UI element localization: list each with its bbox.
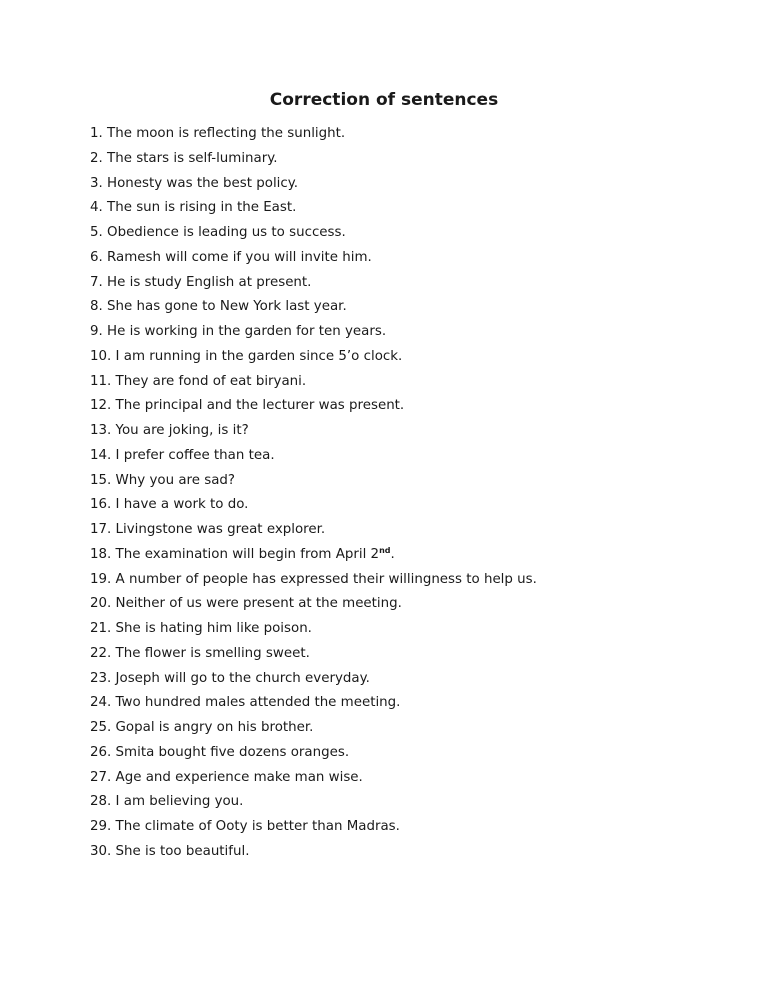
sentence-text: 25. Gopal is angry on his brother. [90,720,314,735]
list-item [90,271,537,296]
sentence-text: 13. You are joking, is it? [90,423,249,438]
list-item [90,196,537,221]
list-item [90,741,537,766]
list-item [90,642,537,667]
sentence-end-period: . [390,546,395,562]
sentence-text: 6. Ramesh will come if you will invite him. [90,249,372,265]
sentence-text: 12. The principal and the lecturer was present. [90,398,405,414]
list-item [90,221,537,246]
list-item [90,370,537,395]
list-item [90,667,537,692]
sentence-text: 17. Livingstone was great explorer. [90,522,326,537]
list-item [90,766,537,791]
list-item [90,716,537,741]
list-item [90,172,537,197]
list-item [90,147,537,172]
list-item [90,840,537,865]
list-item [90,790,537,815]
list-item [90,617,537,642]
sentence-text: 14. I prefer coffee than tea. [90,447,275,463]
ordinal-superscript: nd [379,545,391,555]
sentence-text: 3. Honesty was the best policy. [90,175,299,191]
sentence-text: 23. Joseph will go to the church everyday. [90,670,370,686]
sentence-text: 1. The moon is reflecting the sunlight. [90,126,346,141]
sentence-text: 18. The examination will begin from April 2 [90,546,380,562]
sentence-text: 28. I am believing you. [90,794,244,810]
sentence-text: 8. She has gone to New York last year. [90,299,347,315]
list-item [90,419,537,444]
list-item [90,815,537,840]
list-item [90,691,537,716]
list-item [90,493,537,518]
sentence-text: 9. He is working in the garden for ten years. [90,324,387,339]
list-item [90,444,537,469]
sentence-text: 30. She is too beautiful. [90,843,250,859]
sentence-text: 11. They are fond of eat biryani. [90,373,307,389]
list-item [90,568,537,593]
list-item [90,320,537,345]
sentence-text: 2. The stars is self-luminary. [90,150,278,166]
sentence-text: 4. The sun is rising in the East. [90,200,297,216]
sentence-text: 29. The climate of Ooty is better than Madras. [90,819,400,834]
sentence-list [90,122,537,865]
sentence-text: 24. Two hundred males attended the meeting. [90,695,401,711]
sentence-text: 27. Age and experience make man wise. [90,769,363,785]
list-item [90,543,537,568]
list-item [90,122,537,147]
sentence-text: 16. I have a work to do. [90,497,249,513]
sentence-text: 10. I am running in the garden since 5’o clock. [90,348,403,364]
sentence-text: 19. A number of people has expressed their willingness to help us. [90,571,537,587]
list-item [90,295,537,320]
list-item [90,246,537,271]
page-title: Correction of sentences [269,90,499,110]
sentence-text: 22. The flower is smelling sweet. [90,645,310,661]
list-item [90,345,537,370]
list-item [90,394,537,419]
sentence-text: 26. Smita bought five dozens oranges. [90,744,350,760]
sentence-text: 20. Neither of us were present at the meeting. [90,596,402,612]
sentence-text: 15. Why you are sad? [90,472,236,488]
list-item [90,592,537,617]
sentence-text: 7. He is study English at present. [90,274,312,290]
sentence-text: 21. She is hating him like poison. [90,621,312,636]
sentence-text: 5. Obedience is leading us to success. [90,225,346,240]
list-item [90,469,537,494]
list-item [90,518,537,543]
